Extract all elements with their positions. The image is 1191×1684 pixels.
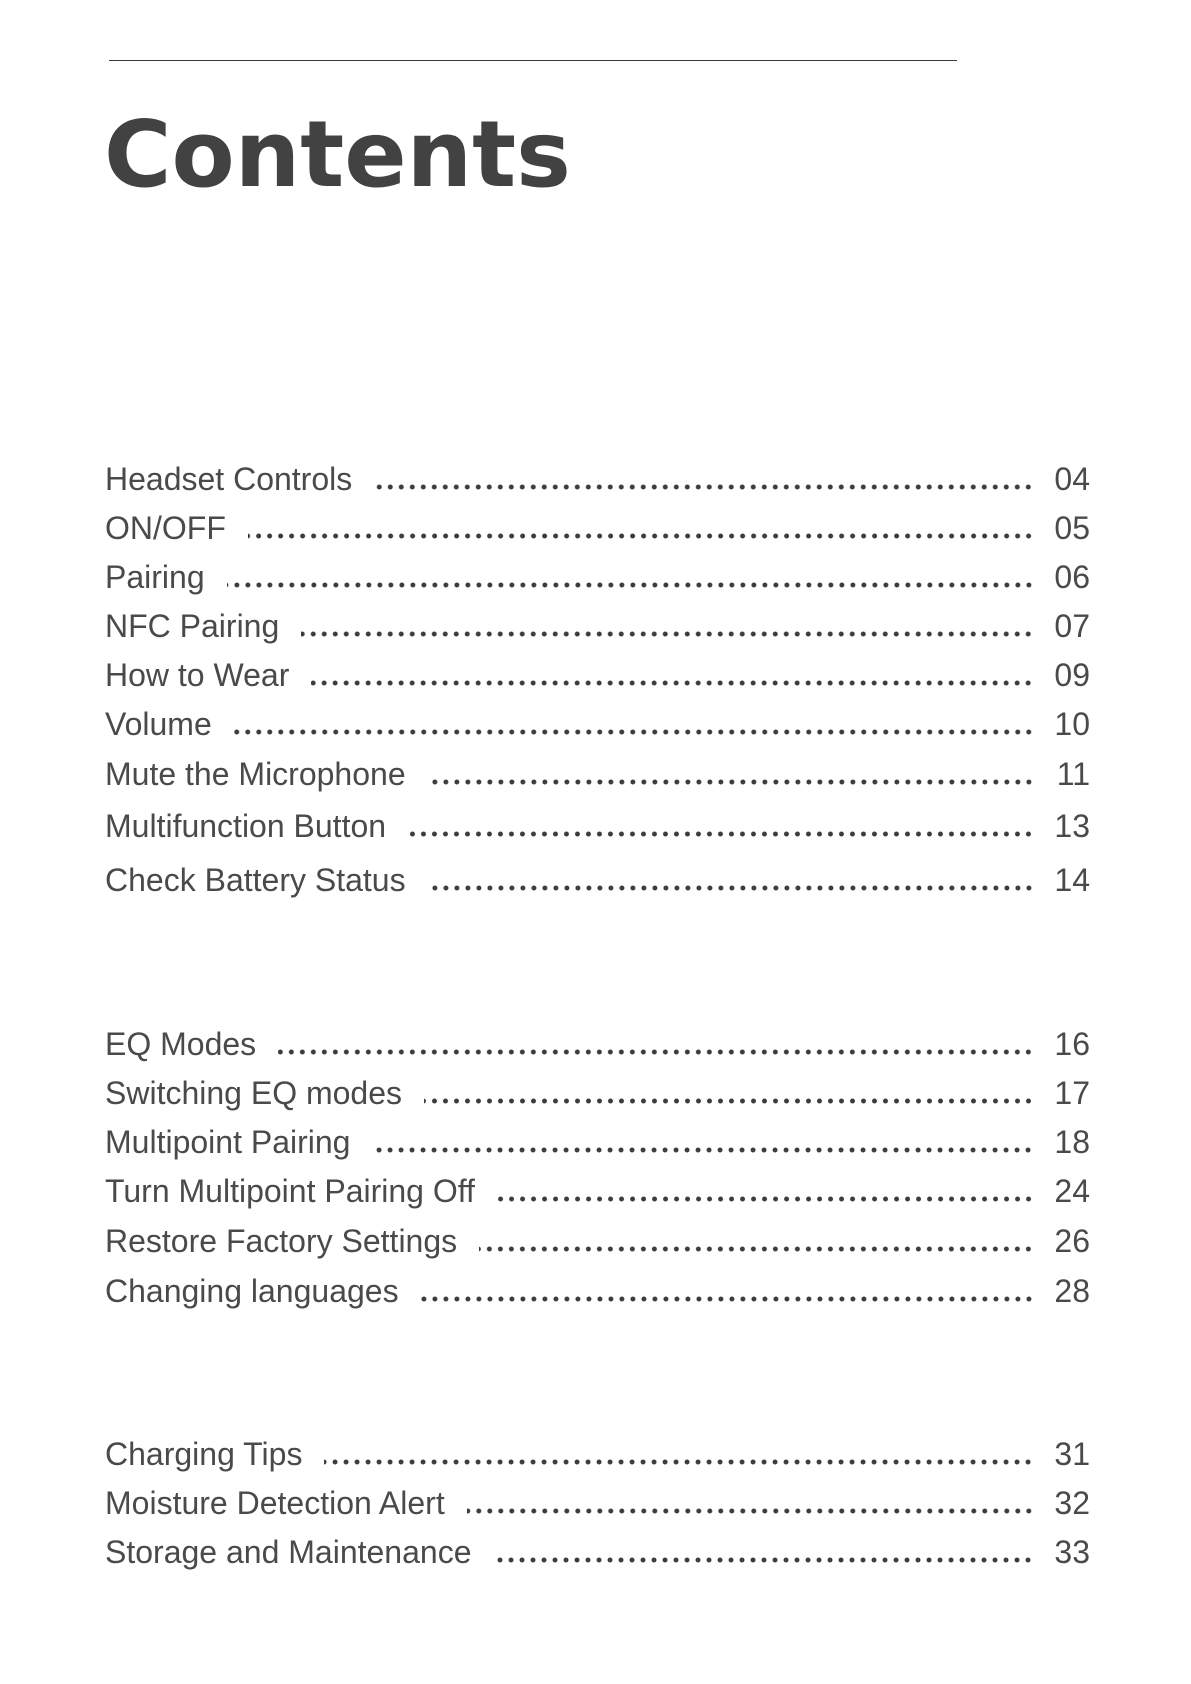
toc-entry-page: 18 bbox=[1054, 1124, 1090, 1160]
toc-entry[interactable] bbox=[105, 1171, 1090, 1211]
dot-leader bbox=[428, 778, 1034, 786]
toc-entry-page: 31 bbox=[1054, 1436, 1090, 1472]
toc-entry-page: 07 bbox=[1054, 608, 1090, 644]
toc-entry-page: 28 bbox=[1054, 1273, 1090, 1309]
toc-entry-title: Multifunction Button bbox=[105, 808, 387, 844]
dot-leader bbox=[493, 1556, 1034, 1564]
dot-leader bbox=[424, 1097, 1034, 1105]
dot-leader bbox=[372, 1146, 1034, 1154]
dot-leader bbox=[408, 830, 1034, 838]
dot-leader bbox=[324, 1458, 1034, 1466]
toc-entry-title: EQ Modes bbox=[105, 1026, 257, 1062]
toc-entry-page: 09 bbox=[1054, 657, 1090, 693]
dot-leader bbox=[311, 679, 1034, 687]
toc-entry[interactable] bbox=[105, 1073, 1090, 1113]
toc-entry[interactable] bbox=[105, 1434, 1090, 1474]
dot-leader bbox=[421, 1295, 1034, 1303]
dot-leader bbox=[479, 1245, 1034, 1253]
dot-leader bbox=[227, 581, 1034, 589]
toc-entry-page: 13 bbox=[1054, 808, 1090, 844]
toc-entry-page: 05 bbox=[1054, 510, 1090, 546]
dot-leader bbox=[467, 1507, 1034, 1515]
toc-entry-title: Restore Factory Settings bbox=[105, 1223, 458, 1259]
toc-entry-page: 32 bbox=[1054, 1485, 1090, 1521]
toc-entry[interactable] bbox=[105, 655, 1090, 695]
dot-leader bbox=[497, 1195, 1034, 1203]
toc-entry-page: 24 bbox=[1054, 1173, 1090, 1209]
toc-entry-title: ON/OFF bbox=[105, 510, 226, 546]
toc-entry-title: Pairing bbox=[105, 559, 205, 595]
toc-entry-title: How to Wear bbox=[105, 657, 290, 693]
toc-entry[interactable] bbox=[105, 1483, 1090, 1523]
toc-entry-title: Changing languages bbox=[105, 1273, 399, 1309]
toc-entry[interactable] bbox=[105, 557, 1090, 597]
toc-entry-title: Volume bbox=[105, 706, 212, 742]
toc-entry-title: NFC Pairing bbox=[105, 608, 280, 644]
page-title: Contents bbox=[104, 101, 571, 208]
toc-entry-page: 16 bbox=[1054, 1026, 1090, 1062]
dot-leader bbox=[374, 483, 1034, 491]
toc-entry[interactable] bbox=[105, 806, 1090, 846]
toc-entry-title: Turn Multipoint Pairing Off bbox=[105, 1173, 475, 1209]
dot-leader bbox=[428, 884, 1034, 892]
toc-entry-title: Mute the Microphone bbox=[105, 756, 406, 792]
toc-entry-title: Check Battery Status bbox=[105, 862, 406, 898]
toc-entry-page: 10 bbox=[1054, 706, 1090, 742]
toc-entry-page: 26 bbox=[1054, 1223, 1090, 1259]
toc-entry-title: Moisture Detection Alert bbox=[105, 1485, 445, 1521]
toc-entry-title: Storage and Maintenance bbox=[105, 1534, 472, 1570]
toc-entry-page: 11 bbox=[1056, 756, 1090, 792]
toc-entry[interactable] bbox=[105, 1532, 1090, 1572]
toc-entry-title: Multipoint Pairing bbox=[105, 1124, 351, 1160]
toc-entry[interactable] bbox=[105, 1024, 1090, 1064]
toc-entry[interactable] bbox=[105, 508, 1090, 548]
toc-entry-page: 04 bbox=[1054, 461, 1090, 497]
toc-entry-title: Headset Controls bbox=[105, 461, 353, 497]
toc-entry[interactable] bbox=[105, 754, 1090, 794]
toc-entry-page: 17 bbox=[1054, 1075, 1090, 1111]
toc-entry[interactable] bbox=[105, 1271, 1090, 1311]
top-divider bbox=[109, 60, 957, 61]
toc-entry-title: Charging Tips bbox=[105, 1436, 303, 1472]
toc-entry[interactable] bbox=[105, 1221, 1090, 1261]
toc-entry-page: 33 bbox=[1054, 1534, 1090, 1570]
toc-entry-title: Switching EQ modes bbox=[105, 1075, 403, 1111]
toc-entry-page: 06 bbox=[1054, 559, 1090, 595]
dot-leader bbox=[278, 1048, 1034, 1056]
dot-leader bbox=[248, 532, 1034, 540]
toc-entry[interactable] bbox=[105, 459, 1090, 499]
toc-entry[interactable] bbox=[105, 860, 1090, 900]
dot-leader bbox=[234, 728, 1034, 736]
toc-entry[interactable] bbox=[105, 1122, 1090, 1162]
toc-entry[interactable] bbox=[105, 606, 1090, 646]
dot-leader bbox=[301, 630, 1034, 638]
toc-entry-page: 14 bbox=[1054, 862, 1090, 898]
toc-entry[interactable] bbox=[105, 704, 1090, 744]
